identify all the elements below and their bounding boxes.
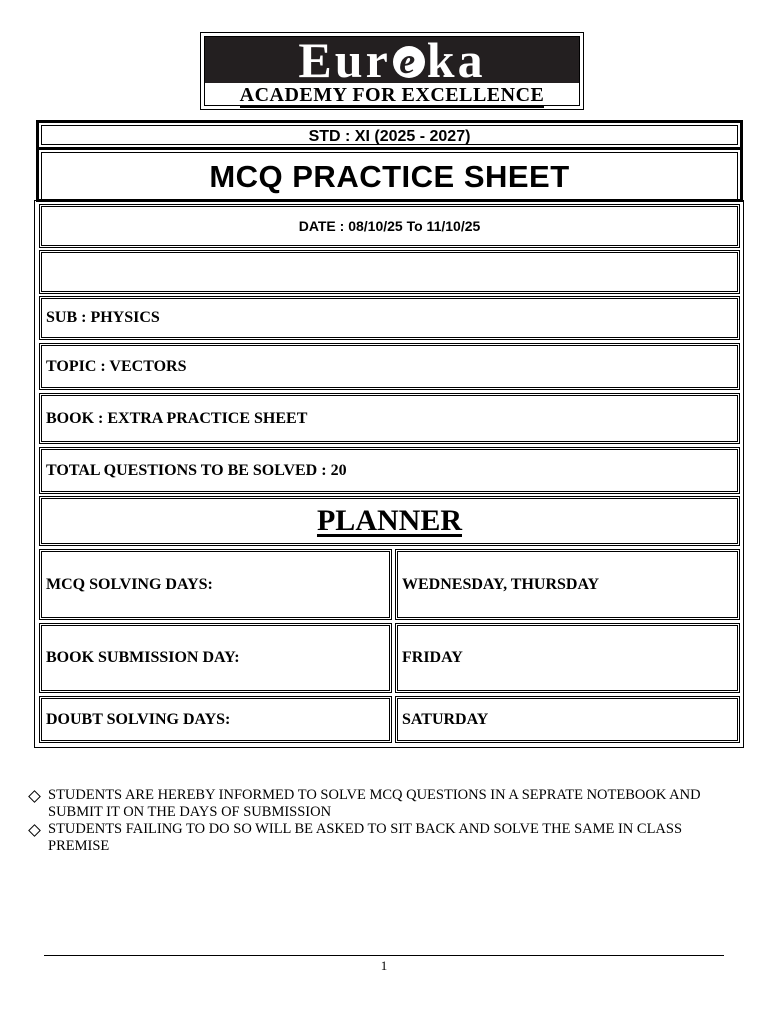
planner-value-doubt-text: SATURDAY: [402, 710, 489, 728]
planner-value-mcq: [395, 549, 740, 620]
planner-row: [39, 496, 740, 546]
page-number: 1: [380, 958, 388, 973]
list-item: [28, 821, 728, 854]
book-row: [39, 393, 740, 444]
logo-subtitle: [205, 84, 579, 106]
planner-label-doubt: [39, 696, 392, 743]
total-questions-row: [39, 447, 740, 494]
total-questions-text: TOTAL QUESTIONS TO BE SOLVED : 20: [46, 461, 347, 479]
logo-word-mid: e: [393, 46, 425, 78]
diamond-bullet-icon: [28, 790, 41, 803]
subject-text: SUB : PHYSICS: [46, 309, 160, 326]
logo-word-left: Eur: [298, 37, 391, 83]
logo-frame: [204, 36, 580, 106]
planner-label-submission: [39, 623, 392, 693]
planner-label-mcq: [39, 549, 392, 620]
planner-label-doubt-text: DOUBT SOLVING DAYS:: [46, 710, 231, 728]
planner-label-mcq-text: MCQ SOLVING DAYS:: [46, 575, 213, 593]
date-text: DATE : 08/10/25 To 11/10/25: [298, 218, 481, 234]
logo-wordmark: [205, 37, 579, 83]
diamond-bullet-icon: [28, 824, 41, 837]
planner-value-doubt: [395, 696, 740, 743]
footer-divider: [44, 955, 724, 956]
planner-value-submission-text: FRIDAY: [402, 649, 463, 666]
planner-label-submission-text: BOOK SUBMISSION DAY:: [46, 649, 240, 666]
planner-heading: PLANNER: [316, 504, 462, 537]
subject-row: [39, 296, 740, 340]
blank-row: [39, 250, 740, 294]
date-row: [39, 204, 740, 248]
eureka-logo: [200, 32, 584, 110]
std-text: STD : XI (2025 - 2027): [41, 125, 738, 145]
topic-text: TOPIC : VECTORS: [46, 357, 187, 375]
topic-row: [39, 343, 740, 390]
title-box: [36, 150, 743, 202]
book-text: BOOK : EXTRA PRACTICE SHEET: [46, 409, 308, 427]
list-item: [28, 787, 728, 820]
note-text: STUDENTS ARE HEREBY INFORMED TO SOLVE MCQ QUESTIONS IN A SEPRATE NOTEBOOK AND SUBMIT IT ON THE DAYS OF SUBMISSION: [48, 787, 701, 820]
logo-word-right: ka: [426, 37, 486, 83]
planner-value-mcq-text: WEDNESDAY, THURSDAY: [402, 575, 600, 593]
notes-list: [28, 787, 728, 854]
std-box: [36, 120, 743, 150]
note-text: STUDENTS FAILING TO DO SO WILL BE ASKED TO SIT BACK AND SOLVE THE SAME IN CLASS PREMISE: [48, 821, 683, 854]
logo-subtitle-text: ACADEMY FOR EXCELLENCE: [239, 84, 545, 106]
page-title: MCQ PRACTICE SHEET: [41, 152, 738, 199]
planner-value-submission: [395, 623, 740, 693]
